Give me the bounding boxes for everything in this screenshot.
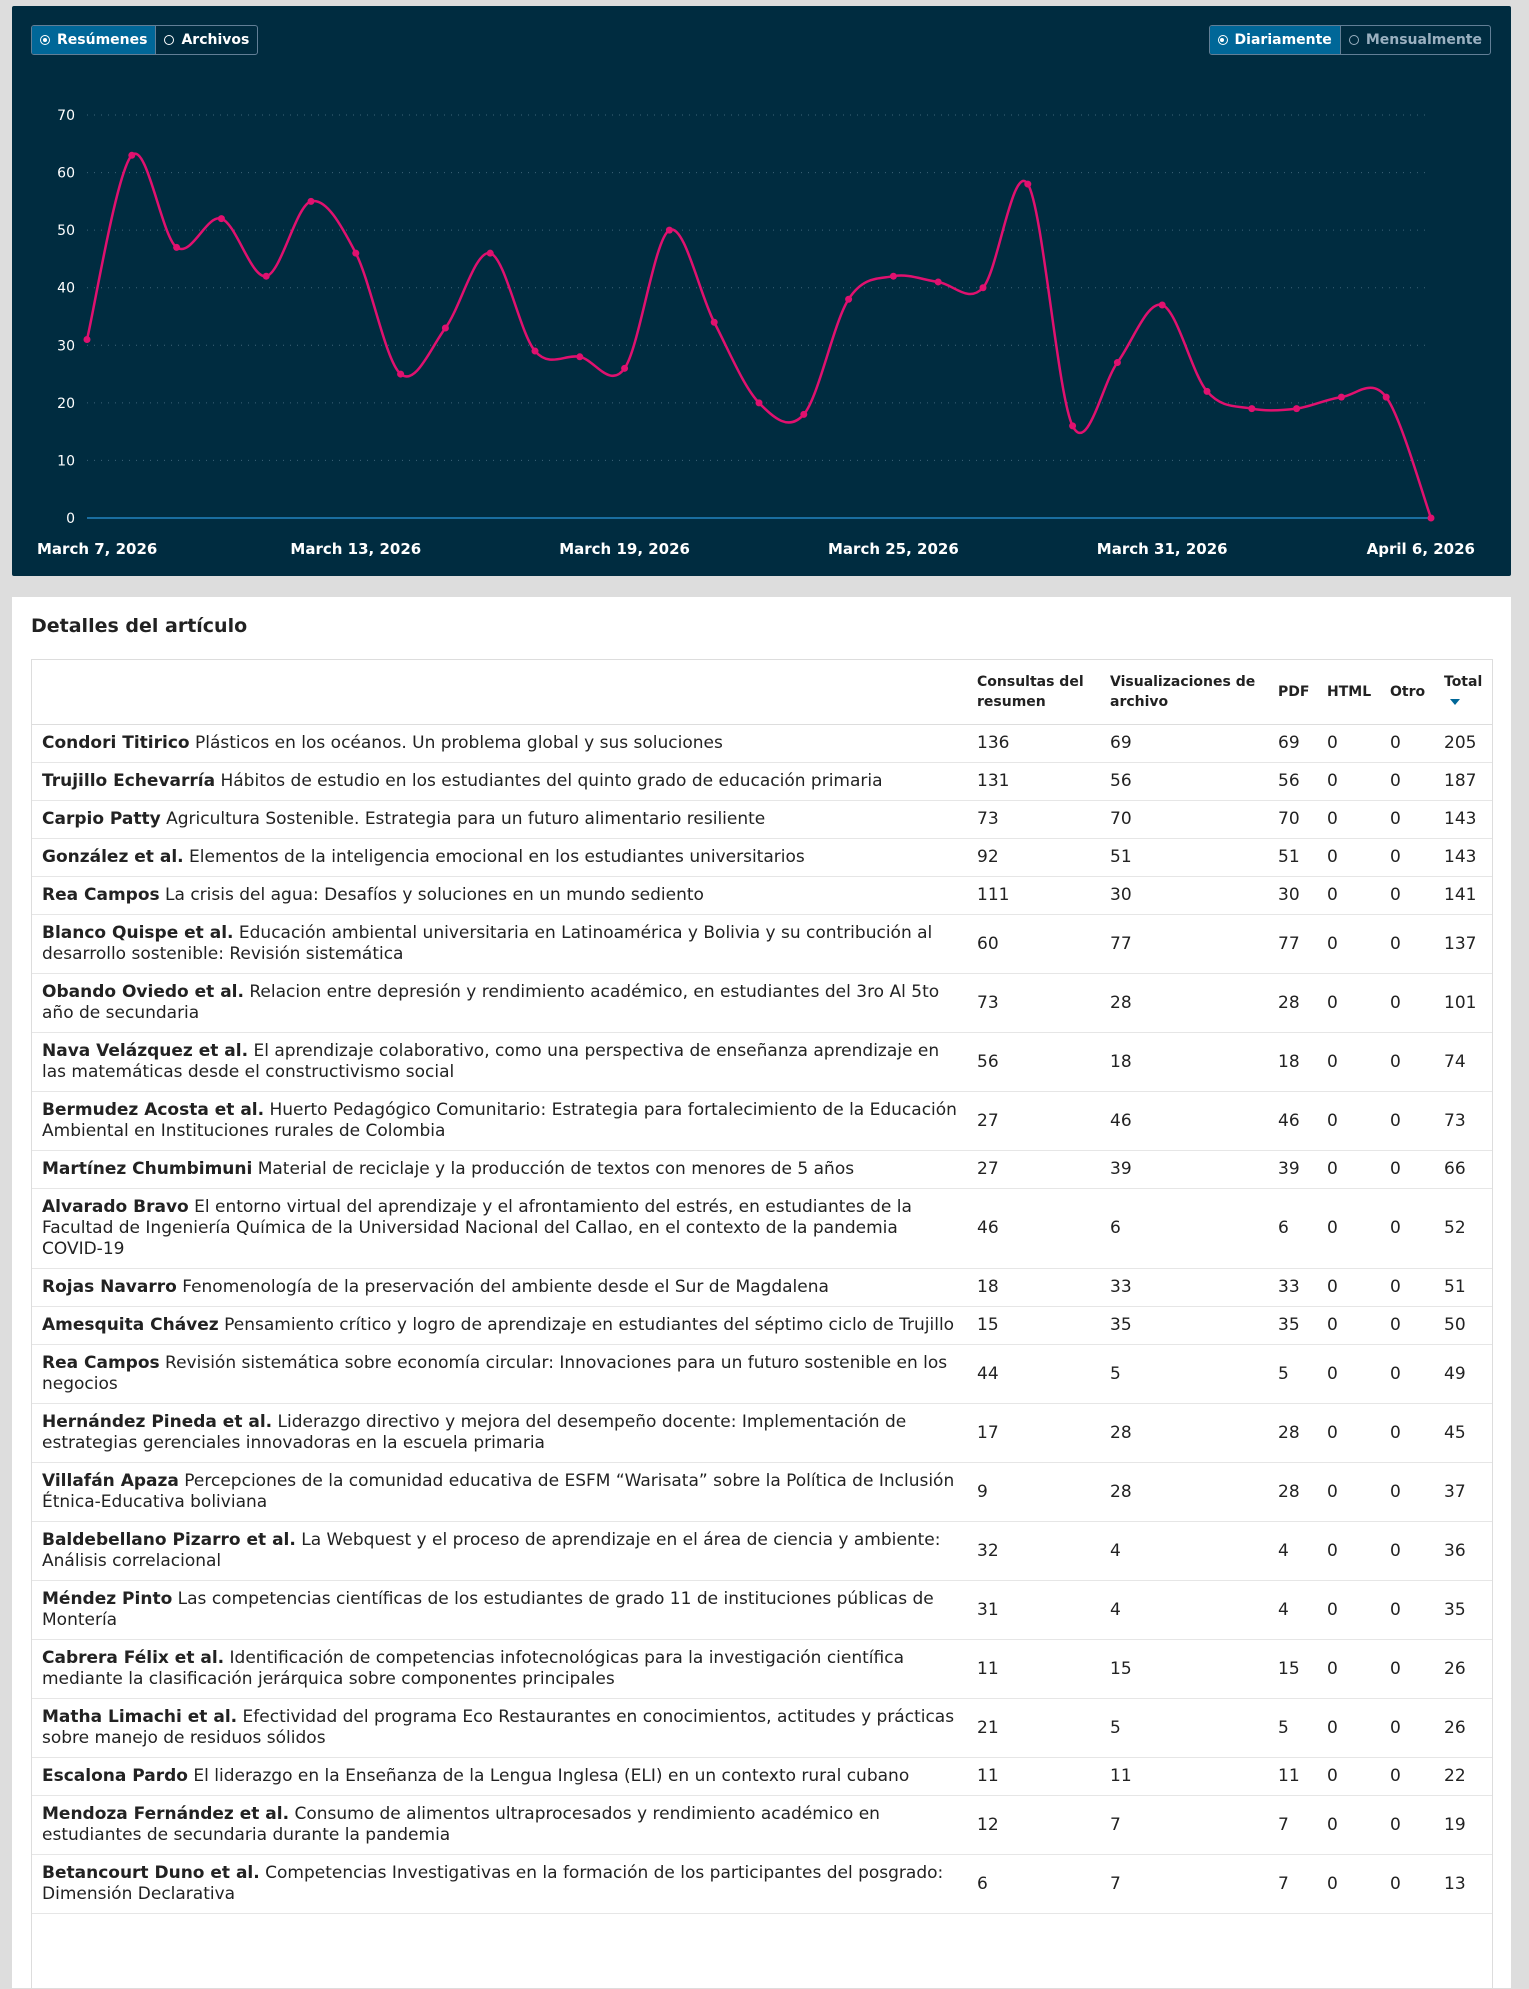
- article-title[interactable]: Fenomenología de la preservación del ambiente desde el Sur de Magdalena: [182, 1277, 829, 1297]
- cell-html: 0: [1317, 1151, 1380, 1189]
- cell-total: 73: [1434, 1092, 1492, 1151]
- cell-pdf: 5: [1268, 1345, 1317, 1404]
- cell-views: 11: [1100, 1758, 1268, 1796]
- cell-other: 0: [1380, 1033, 1434, 1092]
- cell-html: 0: [1317, 1189, 1380, 1269]
- cell-total: 19: [1434, 1796, 1492, 1855]
- cell-views: 28: [1100, 1404, 1268, 1463]
- cell-html: 0: [1317, 877, 1380, 915]
- cell-total: 36: [1434, 1522, 1492, 1581]
- data-point: [352, 250, 359, 257]
- data-point: [845, 296, 852, 303]
- data-point: [980, 284, 987, 291]
- abstracts-toggle-label: Resúmenes: [57, 32, 148, 48]
- article-title[interactable]: El entorno virtual del aprendizaje y el afrontamiento del estrés, en estudiantes de la Facultad de Ingeniería Química de la Universidad Nacional del Callao, en el contexto de la pandemia COVID-19: [42, 1197, 912, 1259]
- data-point: [890, 273, 897, 280]
- x-tick-label: April 6, 2026: [1366, 540, 1475, 558]
- cell-html: 0: [1317, 915, 1380, 974]
- cell-html: 0: [1317, 1855, 1380, 1914]
- cell-abstract: 73: [967, 801, 1100, 839]
- table-row: [32, 1269, 1492, 1307]
- article-author: Rojas Navarro: [42, 1277, 177, 1297]
- data-point: [576, 353, 583, 360]
- y-tick-label: 60: [57, 165, 75, 182]
- cell-other: 0: [1380, 877, 1434, 915]
- table-row: [32, 1855, 1492, 1914]
- data-point: [532, 348, 539, 355]
- table-row: [32, 1581, 1492, 1640]
- data-point: [621, 365, 628, 372]
- col-html-header[interactable]: HTML: [1317, 660, 1380, 725]
- article-author: Bermudez Acosta et al.: [42, 1100, 265, 1120]
- cell-total: 22: [1434, 1758, 1492, 1796]
- article-author: Blanco Quispe et al.: [42, 923, 234, 943]
- cell-total: 101: [1434, 974, 1492, 1033]
- cell-total: 50: [1434, 1307, 1492, 1345]
- cell-pdf: 69: [1268, 725, 1317, 763]
- cell-html: 0: [1317, 1404, 1380, 1463]
- data-point: [1159, 301, 1166, 308]
- cell-html: 0: [1317, 1345, 1380, 1404]
- cell-html: 0: [1317, 1463, 1380, 1522]
- cell-abstract: 136: [967, 725, 1100, 763]
- cell-other: 0: [1380, 1345, 1434, 1404]
- cell-html: 0: [1317, 1307, 1380, 1345]
- article-author: Amesquita Chávez: [42, 1315, 219, 1335]
- cell-other: 0: [1380, 1463, 1434, 1522]
- y-tick-label: 20: [57, 395, 75, 412]
- article-author: Méndez Pinto: [42, 1589, 173, 1609]
- cell-abstract: 18: [967, 1269, 1100, 1307]
- article-title[interactable]: Percepciones de la comunidad educativa de ESFM “Warisata” sobre la Política de Inclusión Étnica-Educativa boliviana: [42, 1471, 955, 1512]
- cell-abstract: 11: [967, 1640, 1100, 1699]
- table-row: [32, 1345, 1492, 1404]
- article-title[interactable]: Relacion entre depresión y rendimiento académico, en estudiantes del 3ro Al 5to año de secundaria: [42, 982, 940, 1023]
- cell-views: 39: [1100, 1151, 1268, 1189]
- data-point: [711, 319, 718, 326]
- cell-total: 143: [1434, 839, 1492, 877]
- article-title[interactable]: Agricultura Sostenible. Estrategia para un futuro alimentario resiliente: [166, 809, 766, 829]
- sort-desc-icon: [1450, 699, 1460, 705]
- article-title[interactable]: Huerto Pedagógico Comunitario: Estrategia para fortalecimiento de la Educación Ambiental en Instituciones rurales de Colombia: [42, 1100, 957, 1141]
- article-cell: [32, 1269, 967, 1307]
- cell-total: 35: [1434, 1581, 1492, 1640]
- article-title[interactable]: La Webquest y el proceso de aprendizaje en el área de ciencia y ambiente: Análisis correlacional: [42, 1530, 941, 1571]
- table-row: [32, 1033, 1492, 1092]
- cell-abstract: 9: [967, 1463, 1100, 1522]
- data-point: [666, 227, 673, 234]
- table-row: [32, 877, 1492, 915]
- table-row: [32, 1307, 1492, 1345]
- data-point: [800, 411, 807, 418]
- cell-views: 56: [1100, 763, 1268, 801]
- cell-other: 0: [1380, 1699, 1434, 1758]
- cell-pdf: 5: [1268, 1699, 1317, 1758]
- article-cell: [32, 915, 967, 974]
- cell-pdf: 15: [1268, 1640, 1317, 1699]
- data-point: [1383, 394, 1390, 401]
- cell-html: 0: [1317, 1033, 1380, 1092]
- article-title[interactable]: Pensamiento crítico y logro de aprendizaje en estudiantes del séptimo ciclo de Trujillo: [224, 1315, 955, 1335]
- cell-other: 0: [1380, 1581, 1434, 1640]
- data-point: [84, 336, 91, 343]
- table-row: [32, 1640, 1492, 1699]
- cell-views: 33: [1100, 1269, 1268, 1307]
- cell-total: 137: [1434, 915, 1492, 974]
- cell-abstract: 27: [967, 1151, 1100, 1189]
- article-title[interactable]: Material de reciclaje y la producción de textos con menores de 5 años: [257, 1159, 855, 1179]
- cell-pdf: 30: [1268, 877, 1317, 915]
- table-row: [32, 1151, 1492, 1189]
- cell-views: 69: [1100, 725, 1268, 763]
- article-cell: [32, 1796, 967, 1855]
- cell-views: 18: [1100, 1033, 1268, 1092]
- cell-pdf: 7: [1268, 1855, 1317, 1914]
- table-row: [32, 839, 1492, 877]
- cell-html: 0: [1317, 1581, 1380, 1640]
- cell-pdf: 46: [1268, 1092, 1317, 1151]
- article-title[interactable]: Hábitos de estudio en los estudiantes del quinto grado de educación primaria: [220, 771, 883, 791]
- table-row: [32, 1092, 1492, 1151]
- cell-total: 66: [1434, 1151, 1492, 1189]
- cell-html: 0: [1317, 1640, 1380, 1699]
- monthly-toggle-label: Mensualmente: [1365, 32, 1482, 48]
- article-cell: [32, 1855, 967, 1914]
- article-title[interactable]: La crisis del agua: Desafíos y soluciones en un mundo sediento: [165, 885, 704, 905]
- cell-total: 26: [1434, 1640, 1492, 1699]
- cell-total: 141: [1434, 877, 1492, 915]
- cell-total: 187: [1434, 763, 1492, 801]
- data-point: [756, 399, 763, 406]
- cell-views: 4: [1100, 1522, 1268, 1581]
- article-author: Condori Titirico: [42, 733, 190, 753]
- y-tick-label: 0: [66, 511, 75, 527]
- article-cell: [32, 877, 967, 915]
- cell-pdf: 70: [1268, 801, 1317, 839]
- cell-abstract: 56: [967, 1033, 1100, 1092]
- cell-html: 0: [1317, 974, 1380, 1033]
- cell-abstract: 15: [967, 1307, 1100, 1345]
- cell-views: 5: [1100, 1699, 1268, 1758]
- article-author: Villafán Apaza: [42, 1471, 179, 1491]
- cell-other: 0: [1380, 1758, 1434, 1796]
- article-title[interactable]: Liderazgo directivo y mejora del desempeño docente: Implementación de estrategias gerenciales innovadoras en la escuela primaria: [42, 1412, 907, 1453]
- col-other-header[interactable]: Otro: [1380, 660, 1434, 725]
- cell-html: 0: [1317, 1522, 1380, 1581]
- x-tick-label: March 13, 2026: [290, 540, 422, 558]
- cell-total: 205: [1434, 725, 1492, 763]
- cell-pdf: 4: [1268, 1581, 1317, 1640]
- cell-pdf: 77: [1268, 915, 1317, 974]
- article-author: Baldebellano Pizarro et al.: [42, 1530, 296, 1550]
- article-cell: [32, 1404, 967, 1463]
- cell-abstract: 131: [967, 763, 1100, 801]
- cell-other: 0: [1380, 1151, 1434, 1189]
- col-pdf-header[interactable]: PDF: [1268, 660, 1317, 725]
- data-point: [397, 371, 404, 378]
- article-author: González et al.: [42, 847, 184, 867]
- table-row: [32, 1796, 1492, 1855]
- article-cell: [32, 839, 967, 877]
- cell-html: 0: [1317, 725, 1380, 763]
- article-title[interactable]: Las competencias científicas de los estudiantes de grado 11 de instituciones públicas de Montería: [42, 1589, 934, 1630]
- cell-other: 0: [1380, 801, 1434, 839]
- chart-panel: [12, 6, 1511, 576]
- article-title[interactable]: Efectividad del programa Eco Restaurantes en conocimientos, actitudes y prácticas sobre manejo de residuos sólidos: [42, 1707, 955, 1748]
- article-cell: [32, 1758, 967, 1796]
- article-title[interactable]: Plásticos en los océanos. Un problema global y sus soluciones: [195, 733, 723, 753]
- article-cell: [32, 1699, 967, 1758]
- files-toggle-label: Archivos: [181, 32, 250, 48]
- data-point: [308, 198, 315, 205]
- x-tick-label: March 19, 2026: [559, 540, 690, 558]
- y-tick-label: 50: [57, 223, 75, 240]
- cell-other: 0: [1380, 1404, 1434, 1463]
- table-row: [32, 915, 1492, 974]
- cell-views: 15: [1100, 1640, 1268, 1699]
- cell-views: 5: [1100, 1345, 1268, 1404]
- cell-views: 28: [1100, 974, 1268, 1033]
- cell-abstract: 92: [967, 839, 1100, 877]
- cell-pdf: 28: [1268, 1463, 1317, 1522]
- data-point: [1293, 405, 1300, 412]
- cell-abstract: 17: [967, 1404, 1100, 1463]
- cell-pdf: 35: [1268, 1307, 1317, 1345]
- article-author: Hernández Pineda et al.: [42, 1412, 273, 1432]
- series-line: [87, 154, 1431, 518]
- x-tick-label: March 7, 2026: [37, 540, 158, 558]
- data-point: [935, 278, 942, 285]
- article-cell: [32, 1092, 967, 1151]
- cell-other: 0: [1380, 1796, 1434, 1855]
- table-row: [32, 1404, 1492, 1463]
- cell-pdf: 51: [1268, 839, 1317, 877]
- article-cell: [32, 1640, 967, 1699]
- article-cell: [32, 1581, 967, 1640]
- cell-other: 0: [1380, 1189, 1434, 1269]
- article-author: Obando Oviedo et al.: [42, 982, 244, 1002]
- article-title[interactable]: El liderazgo en la Enseñanza de la Lengua Inglesa (ELI) en un contexto rural cubano: [193, 1766, 910, 1786]
- details-title: Detalles del artículo: [31, 615, 248, 637]
- article-cell: [32, 1307, 967, 1345]
- article-cell: [32, 801, 967, 839]
- article-title[interactable]: Revisión sistemática sobre economía circular: Innovaciones para un futuro sostenible en los negocios: [42, 1353, 948, 1394]
- table-header-row: [32, 660, 1492, 725]
- cell-views: 7: [1100, 1796, 1268, 1855]
- cell-pdf: 39: [1268, 1151, 1317, 1189]
- cell-views: 7: [1100, 1855, 1268, 1914]
- cell-html: 0: [1317, 1092, 1380, 1151]
- data-point: [1204, 388, 1211, 395]
- article-cell: [32, 1151, 967, 1189]
- cell-abstract: 6: [967, 1855, 1100, 1914]
- cell-pdf: 33: [1268, 1269, 1317, 1307]
- article-author: Cabrera Félix et al.: [42, 1648, 225, 1668]
- details-table-wrap: [31, 659, 1493, 1989]
- table-row: [32, 1463, 1492, 1522]
- article-title[interactable]: El aprendizaje colaborativo, como una perspectiva de enseñanza aprendizaje en las matemáticas desde el constructivismo social: [42, 1041, 940, 1082]
- table-row: [32, 974, 1492, 1033]
- article-author: Rea Campos: [42, 885, 160, 905]
- article-author: Alvarado Bravo: [42, 1197, 189, 1217]
- cell-abstract: 11: [967, 1758, 1100, 1796]
- article-cell: [32, 974, 967, 1033]
- cell-views: 46: [1100, 1092, 1268, 1151]
- cell-html: 0: [1317, 1699, 1380, 1758]
- table-row: [32, 801, 1492, 839]
- article-cell: [32, 1463, 967, 1522]
- cell-total: 45: [1434, 1404, 1492, 1463]
- cell-abstract: 73: [967, 974, 1100, 1033]
- cell-views: 77: [1100, 915, 1268, 974]
- article-author: Betancourt Duno et al.: [42, 1863, 260, 1883]
- table-row: [32, 1522, 1492, 1581]
- cell-html: 0: [1317, 839, 1380, 877]
- usage-line-chart: [12, 6, 1511, 576]
- cell-abstract: 111: [967, 877, 1100, 915]
- cell-views: 51: [1100, 839, 1268, 877]
- data-point: [263, 273, 270, 280]
- cell-total: 37: [1434, 1463, 1492, 1522]
- cell-total: 26: [1434, 1699, 1492, 1758]
- cell-abstract: 27: [967, 1092, 1100, 1151]
- article-title[interactable]: Elementos de la inteligencia emocional en los estudiantes universitarios: [189, 847, 805, 867]
- cell-pdf: 6: [1268, 1189, 1317, 1269]
- cell-abstract: 32: [967, 1522, 1100, 1581]
- cell-views: 6: [1100, 1189, 1268, 1269]
- cell-total: 74: [1434, 1033, 1492, 1092]
- cell-views: 4: [1100, 1581, 1268, 1640]
- article-cell: [32, 1189, 967, 1269]
- cell-other: 0: [1380, 1640, 1434, 1699]
- cell-other: 0: [1380, 974, 1434, 1033]
- cell-total: 13: [1434, 1855, 1492, 1914]
- cell-pdf: 28: [1268, 974, 1317, 1033]
- article-title[interactable]: Competencias Investigativas en la formación de los participantes del posgrado: Dimensión Declarativa: [42, 1863, 944, 1904]
- cell-total: 49: [1434, 1345, 1492, 1404]
- article-cell: [32, 1522, 967, 1581]
- cell-html: 0: [1317, 801, 1380, 839]
- col-total-label: Total: [1444, 674, 1483, 690]
- cell-html: 0: [1317, 763, 1380, 801]
- data-point: [218, 215, 225, 222]
- cell-pdf: 7: [1268, 1796, 1317, 1855]
- article-title[interactable]: Educación ambiental universitaria en Latinoamérica y Bolivia y su contribución al desarrollo sostenible: Revisión sistemática: [42, 923, 933, 964]
- table-row: [32, 763, 1492, 801]
- data-point: [1114, 359, 1121, 366]
- cell-other: 0: [1380, 763, 1434, 801]
- article-author: Carpio Patty: [42, 809, 161, 829]
- cell-other: 0: [1380, 725, 1434, 763]
- cell-pdf: 28: [1268, 1404, 1317, 1463]
- data-point: [1248, 405, 1255, 412]
- article-cell: [32, 1033, 967, 1092]
- cell-abstract: 12: [967, 1796, 1100, 1855]
- data-point: [1069, 422, 1076, 429]
- cell-abstract: 31: [967, 1581, 1100, 1640]
- data-point: [442, 325, 449, 332]
- article-cell: [32, 763, 967, 801]
- article-author: Mendoza Fernández et al.: [42, 1804, 290, 1824]
- y-tick-label: 10: [57, 453, 75, 470]
- cell-views: 28: [1100, 1463, 1268, 1522]
- article-title[interactable]: Identificación de competencias infotecnológicas para la investigación científica mediante la clasificación jerárquica sobre componentes principales: [42, 1648, 904, 1689]
- col-total-header[interactable]: [1434, 660, 1492, 725]
- article-author: Martínez Chumbimuni: [42, 1159, 253, 1179]
- article-author: Rea Campos: [42, 1353, 160, 1373]
- col-abstract-header[interactable]: Consultas del resumen: [967, 660, 1100, 725]
- details-table: [32, 660, 1492, 1914]
- y-tick-label: 40: [57, 280, 75, 297]
- cell-views: 35: [1100, 1307, 1268, 1345]
- cell-other: 0: [1380, 1855, 1434, 1914]
- article-details-panel: [12, 597, 1511, 1988]
- article-title[interactable]: Consumo de alimentos ultraprocesados y rendimiento académico en estudiantes de secundaria durante la pandemia: [42, 1804, 880, 1845]
- table-row: [32, 1699, 1492, 1758]
- data-point: [487, 250, 494, 257]
- x-tick-label: March 25, 2026: [828, 540, 959, 558]
- data-point: [128, 152, 135, 159]
- cell-other: 0: [1380, 1092, 1434, 1151]
- cell-views: 70: [1100, 801, 1268, 839]
- cell-abstract: 44: [967, 1345, 1100, 1404]
- article-author: Trujillo Echevarría: [42, 771, 216, 791]
- cell-total: 51: [1434, 1269, 1492, 1307]
- cell-other: 0: [1380, 839, 1434, 877]
- x-tick-label: March 31, 2026: [1096, 540, 1228, 558]
- cell-views: 30: [1100, 877, 1268, 915]
- table-row: [32, 1758, 1492, 1796]
- cell-other: 0: [1380, 1522, 1434, 1581]
- table-row: [32, 725, 1492, 763]
- data-point: [1024, 181, 1031, 188]
- cell-pdf: 4: [1268, 1522, 1317, 1581]
- col-title-header: [32, 660, 967, 725]
- data-point: [173, 244, 180, 251]
- cell-html: 0: [1317, 1269, 1380, 1307]
- cell-pdf: 11: [1268, 1758, 1317, 1796]
- cell-total: 52: [1434, 1189, 1492, 1269]
- article-cell: [32, 725, 967, 763]
- cell-abstract: 21: [967, 1699, 1100, 1758]
- data-point: [1338, 394, 1345, 401]
- article-author: Nava Velázquez et al.: [42, 1041, 249, 1061]
- article-cell: [32, 1345, 967, 1404]
- col-views-header[interactable]: Visualizaciones de archivo: [1100, 660, 1268, 725]
- data-point: [1428, 515, 1435, 522]
- cell-pdf: 56: [1268, 763, 1317, 801]
- y-tick-label: 70: [57, 108, 75, 124]
- table-row: [32, 1189, 1492, 1269]
- y-tick-label: 30: [57, 338, 75, 355]
- article-author: Matha Limachi et al.: [42, 1707, 238, 1727]
- cell-html: 0: [1317, 1758, 1380, 1796]
- article-author: Escalona Pardo: [42, 1766, 188, 1786]
- cell-total: 143: [1434, 801, 1492, 839]
- cell-other: 0: [1380, 1307, 1434, 1345]
- cell-html: 0: [1317, 1796, 1380, 1855]
- cell-abstract: 46: [967, 1189, 1100, 1269]
- cell-pdf: 18: [1268, 1033, 1317, 1092]
- cell-other: 0: [1380, 915, 1434, 974]
- cell-other: 0: [1380, 1269, 1434, 1307]
- daily-toggle-label: Diariamente: [1234, 32, 1332, 48]
- cell-abstract: 60: [967, 915, 1100, 974]
